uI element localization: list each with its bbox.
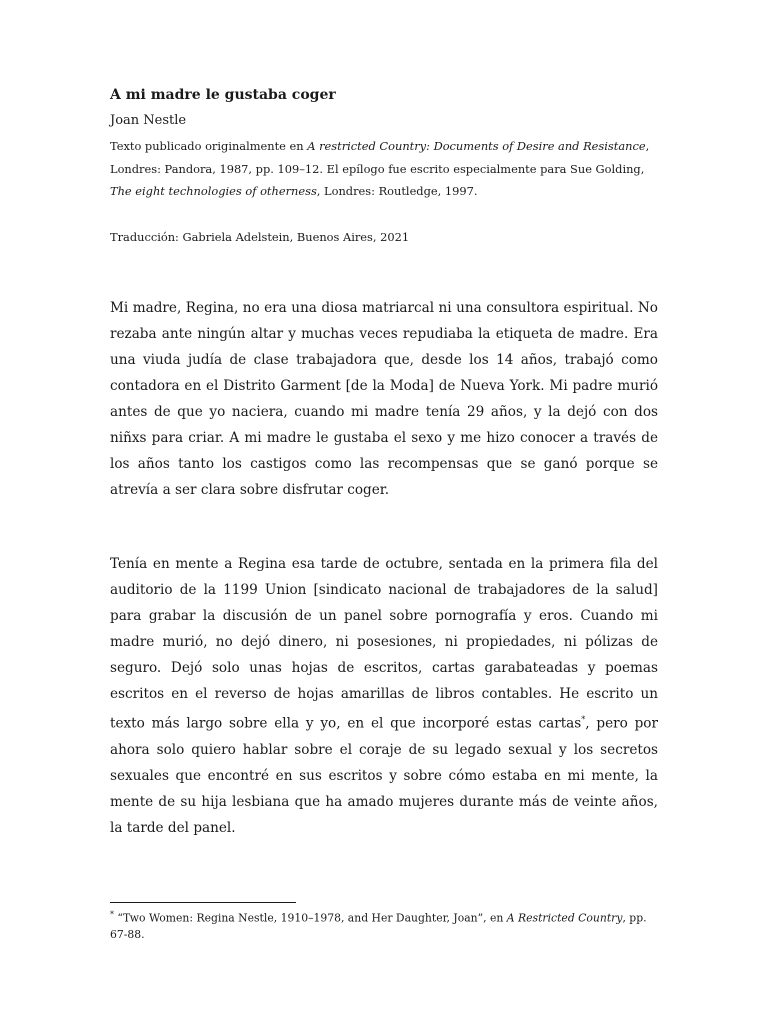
body-paragraph-1: Mi madre, Regina, no era una diosa matriarcal ni una consultora espiritual. No rezaba ante ningún altar y muchas veces repudiaba la etiqueta de madre. Era una viuda judía de clase trabajadora que, desde los 14 años, trabajó como contadora en el Distrito Garment [de la Moda] de Nueva York. Mi padre murió antes de que yo naciera, cuando mi madre tenía 29 años, y la dejó con dos niñxs para criar. A mi madre le gustaba el sexo y me hizo conocer a través de los años tanto los castigos como las recompensas que se ganó porque se atrevía a ser clara sobre disfrutar coger.	[110, 300, 658, 498]
body-paragraph-2	[110, 551, 658, 841]
document-title: A mi madre le gustaba coger	[110, 87, 336, 103]
publication-note-part3: , Londres: Routledge, 1997.	[316, 184, 478, 198]
publication-note	[110, 135, 650, 203]
footnote-text-after: , pp. 67-88.	[110, 911, 647, 941]
publication-book-title-2: The eight technologies of otherness	[110, 184, 317, 198]
footnote-book-title: A Restricted Country	[506, 911, 623, 925]
translation-credit: Traducción: Gabriela Adelstein, Buenos Aires, 2021	[110, 230, 410, 244]
author-name: Joan Nestle	[110, 113, 187, 128]
footnote-reference-mark[interactable]: *	[581, 715, 586, 724]
publication-note-part2: , Londres: Pandora, 1987, pp. 109–12. El epílogo fue escrito especialmente para Sue Golding,	[110, 139, 650, 176]
footnote	[110, 907, 650, 943]
paragraph-2-text-after-mark: , pero por ahora solo quiero hablar sobre el coraje de su legado sexual y los secretos sexuales que encontré en sus escritos y sobre cómo estaba en mi mente, la mente de su hija lesbiana que ha amado mujeres durante más de veinte años, la tarde del panel.	[110, 715, 658, 836]
footnote-divider	[110, 902, 296, 903]
publication-book-title-1: A restricted Country: Documents of Desire and Resistance	[307, 139, 646, 153]
footnote-text-before: “Two Women: Regina Nestle, 1910–1978, and Her Daughter, Joan”, en	[114, 911, 507, 925]
publication-note-part1: Texto publicado originalmente en	[110, 139, 308, 153]
paragraph-2-text-before-mark: Tenía en mente a Regina esa tarde de octubre, sentada en la primera fila del auditorio de la 1199 Union [sindicato nacional de trabajadores de la salud] para grabar la discusión de un panel sobre pornografía y eros. Cuando mi madre murió, no dejó dinero, ni posesiones, ni propiedades, ni pólizas de seguro. Dejó solo unas hojas de escritos, cartas garabateadas y poemas escritos en el reverso de hojas amarillas de libros contables. He escrito un texto más largo sobre ella y yo, en el que incorporé estas cartas	[110, 556, 658, 732]
footnote-mark: *	[110, 910, 114, 919]
